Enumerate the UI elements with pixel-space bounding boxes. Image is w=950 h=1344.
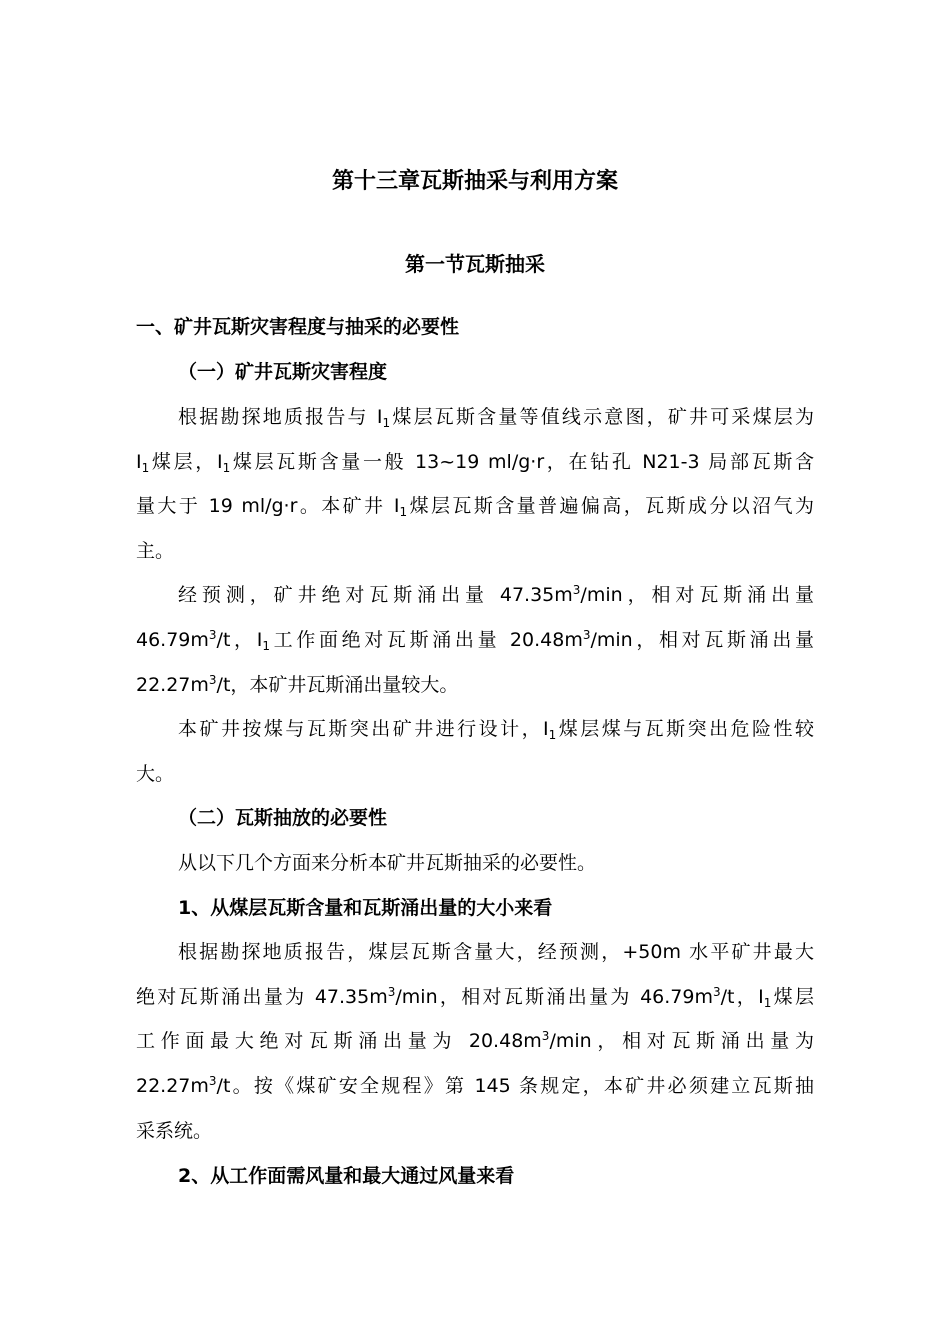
- paragraph-1-line-3: 量大于 19 ml/g·r。本矿井 $I_1$煤层瓦斯含量普遍偏高，瓦斯成分以沼气为: [136, 495, 814, 519]
- paragraph-3-line-2: 大。: [136, 763, 175, 785]
- chapter-title: 第十三章瓦斯抽采与利用方案: [331, 169, 618, 194]
- paragraph-2-line-1: 经预测，矿井绝对瓦斯涌出量 $47.35m^3/\min$，相对瓦斯涌出量: [178, 583, 814, 606]
- paragraph-5-line-3: 工作面最大绝对瓦斯涌出量为 $20.48m^3/\min$，相对瓦斯涌出量为: [136, 1029, 814, 1052]
- subheading-1: （一）矿井瓦斯灾害程度: [178, 361, 388, 383]
- paragraph-5-line-5: 采系统。: [136, 1120, 213, 1142]
- heading-numbered-1: 1、从煤层瓦斯含量和瓦斯涌出量的大小来看: [178, 897, 553, 919]
- paragraph-5-line-2: 绝对瓦斯涌出量为 $47.35m^3/\min$，相对瓦斯涌出量为 $46.79m^3/t$，$I_1$煤层: [136, 985, 814, 1010]
- paragraph-5-line-1: 根据勘探地质报告，煤层瓦斯含量大，经预测，+50m 水平矿井最大: [178, 941, 814, 963]
- heading-numbered-2: 2、从工作面需风量和最大通过风量来看: [178, 1165, 515, 1187]
- paragraph-4: 从以下几个方面来分析本矿井瓦斯抽采的必要性。: [178, 852, 597, 874]
- section-title: 第一节瓦斯抽采: [405, 252, 545, 276]
- paragraph-1-line-1: 根据勘探地质报告与 $I_1$煤层瓦斯含量等值线示意图，矿井可采煤层为: [178, 406, 814, 430]
- paragraph-5-line-4: $22.27m^3/t$。按《煤矿安全规程》第 145 条规定，本矿井必须建立瓦斯抽: [136, 1074, 814, 1097]
- paragraph-2-line-3: $22.27m^3/t$，本矿井瓦斯涌出量较大。: [136, 673, 459, 696]
- paragraph-1-line-4: 主。: [136, 540, 175, 562]
- paragraph-1-line-2: $I_1$煤层，$I_1$煤层瓦斯含量一般 13~19 ml/g·r，在钻孔 N21-3 局部瓦斯含: [136, 451, 814, 475]
- paragraph-3-line-1: 本矿井按煤与瓦斯突出矿井进行设计，$I_1$煤层煤与瓦斯突出危险性较: [178, 718, 814, 742]
- paragraph-2-line-2: $46.79m^3/t$，$I_1$工作面绝对瓦斯涌出量 $20.48m^3/\min$，相对瓦斯涌出量: [136, 628, 814, 653]
- subheading-2: （二）瓦斯抽放的必要性: [178, 807, 388, 829]
- heading-1: 一、矿井瓦斯灾害程度与抽采的必要性: [136, 316, 460, 338]
